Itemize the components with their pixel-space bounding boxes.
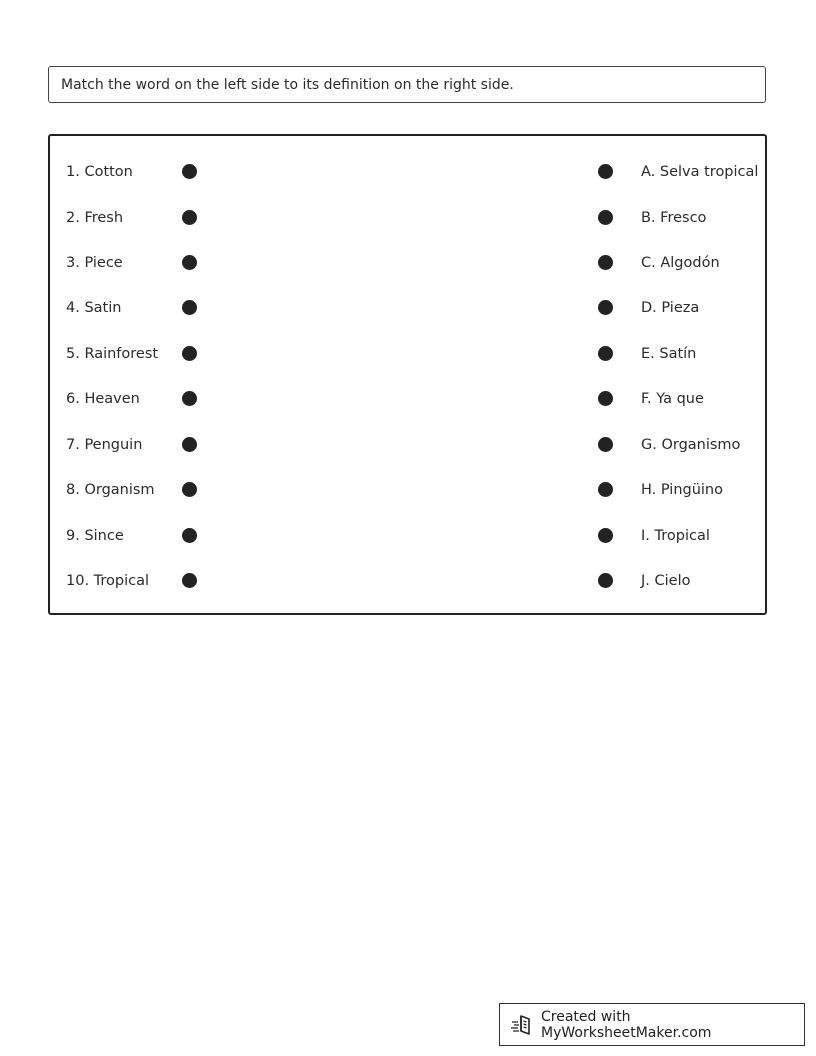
right-definition: J. Cielo	[641, 573, 691, 589]
right-connector-dot[interactable]	[598, 346, 613, 361]
right-connector-dot[interactable]	[598, 437, 613, 452]
match-row	[50, 478, 765, 502]
right-connector-dot[interactable]	[598, 300, 613, 315]
right-definition: C. Algodón	[641, 255, 720, 271]
instructions-box	[48, 66, 766, 103]
left-word: 10. Tropical	[66, 573, 150, 589]
right-definition: G. Organismo	[641, 437, 741, 453]
right-definition: H. Pingüino	[641, 482, 723, 498]
match-row	[50, 524, 765, 548]
match-row	[50, 433, 765, 457]
right-connector-dot[interactable]	[598, 482, 613, 497]
left-connector-dot[interactable]	[182, 210, 197, 225]
match-row	[50, 569, 765, 593]
left-connector-dot[interactable]	[182, 437, 197, 452]
right-connector-dot[interactable]	[598, 210, 613, 225]
left-word: 5. Rainforest	[66, 346, 159, 362]
left-connector-dot[interactable]	[182, 164, 197, 179]
match-row	[50, 296, 765, 320]
match-row	[50, 160, 765, 184]
right-definition: D. Pieza	[641, 300, 700, 316]
left-connector-dot[interactable]	[182, 482, 197, 497]
left-word: 1. Cotton	[66, 164, 133, 180]
left-word: 9. Since	[66, 528, 124, 544]
match-row	[50, 342, 765, 366]
right-connector-dot[interactable]	[598, 255, 613, 270]
right-definition: B. Fresco	[641, 210, 707, 226]
footer-badge[interactable]	[499, 1003, 805, 1046]
left-word: 2. Fresh	[66, 210, 124, 226]
left-word: 3. Piece	[66, 255, 123, 271]
right-definition: I. Tropical	[641, 528, 710, 544]
left-word: 8. Organism	[66, 482, 155, 498]
matching-box	[48, 134, 767, 615]
left-connector-dot[interactable]	[182, 346, 197, 361]
right-connector-dot[interactable]	[598, 391, 613, 406]
worksheet-logo-icon	[510, 1013, 534, 1037]
right-connector-dot[interactable]	[598, 573, 613, 588]
left-connector-dot[interactable]	[182, 255, 197, 270]
right-definition: E. Satín	[641, 346, 697, 362]
match-row	[50, 206, 765, 230]
right-definition: F. Ya que	[641, 391, 704, 407]
instructions-text: Match the word on the left side to its definition on the right side.	[61, 76, 514, 93]
left-word: 7. Penguin	[66, 437, 143, 453]
left-word: 6. Heaven	[66, 391, 140, 407]
right-definition: A. Selva tropical	[641, 164, 759, 180]
right-connector-dot[interactable]	[598, 164, 613, 179]
left-connector-dot[interactable]	[182, 528, 197, 543]
left-connector-dot[interactable]	[182, 573, 197, 588]
left-connector-dot[interactable]	[182, 300, 197, 315]
right-connector-dot[interactable]	[598, 528, 613, 543]
footer-text: Created with MyWorksheetMaker.com	[541, 1008, 712, 1041]
left-connector-dot[interactable]	[182, 391, 197, 406]
left-word: 4. Satin	[66, 300, 122, 316]
match-row	[50, 387, 765, 411]
match-row	[50, 251, 765, 275]
